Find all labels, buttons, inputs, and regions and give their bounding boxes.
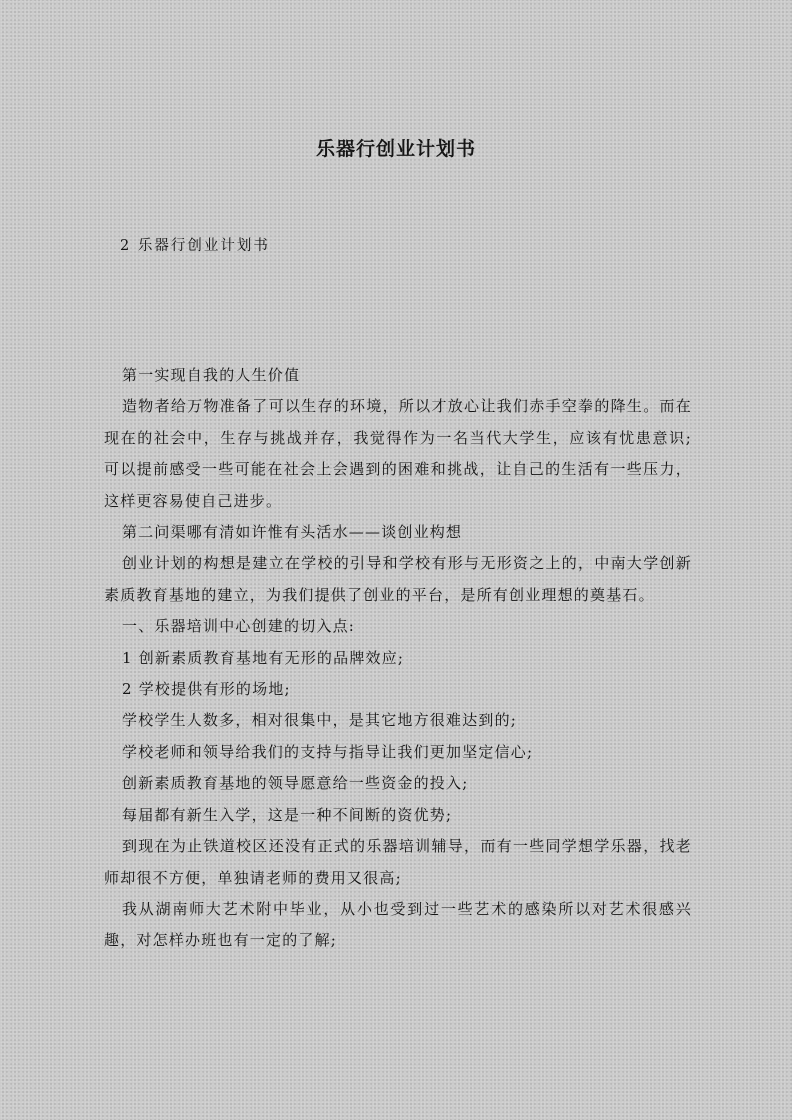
paragraph: 创业计划的构想是建立在学校的引导和学校有形与无形资之上的，中南大学创新素质教育基地的建立，为我们提供了创业的平台，是所有创业理想的奠基石。: [104, 554, 692, 604]
list-item: 我从湖南师大艺术附中毕业，从小也受到过一些艺术的感染所以对艺术很感兴趣，对怎样办班也有一定的了解;: [104, 899, 692, 950]
list-item: 学校老师和领导给我们的支持与指导让我们更加坚定信心;: [122, 742, 534, 761]
paragraph: 造物者给万物准备了可以生存的环境，所以才放心让我们赤手空拳的降生。而在现在的社会中，生存与挑战并存，我觉得作为一名当代大学生，应该有忧患意识;可以提前感受一些可能在社会上会遇到的困难和挑战，让自己的生活有一些压力，这样更容易使自己进步。: [104, 397, 692, 510]
list-item: 2 学校提供有形的场地;: [122, 680, 291, 699]
list-item: 创新素质教育基地的领导愿意给一些资金的投入;: [122, 774, 469, 793]
section-heading-2: 第二问渠哪有清如许惟有头活水——谈创业构想: [122, 523, 463, 542]
section-heading-1: 第一实现自我的人生价值: [122, 366, 301, 384]
document-body: [104, 360, 692, 957]
list-item: 学校学生人数多，相对很集中，是其它地方很难达到的;: [122, 711, 518, 730]
list-item: 到现在为止铁道校区还没有正式的乐器培训辅导，而有一些同学想学乐器，找老师却很不方便，单独请老师的费用又很高;: [104, 837, 692, 887]
list-item: 1 创新素质教育基地有无形的品牌效应;: [122, 648, 405, 667]
document-title: 乐器行创业计划书: [315, 138, 476, 160]
document-subtitle: 2 乐器行创业计划书: [120, 238, 270, 254]
list-heading: 一、乐器培训中心创建的切入点:: [122, 617, 356, 636]
list-item: 每届都有新生入学，这是一种不间断的资优势;: [122, 805, 453, 824]
